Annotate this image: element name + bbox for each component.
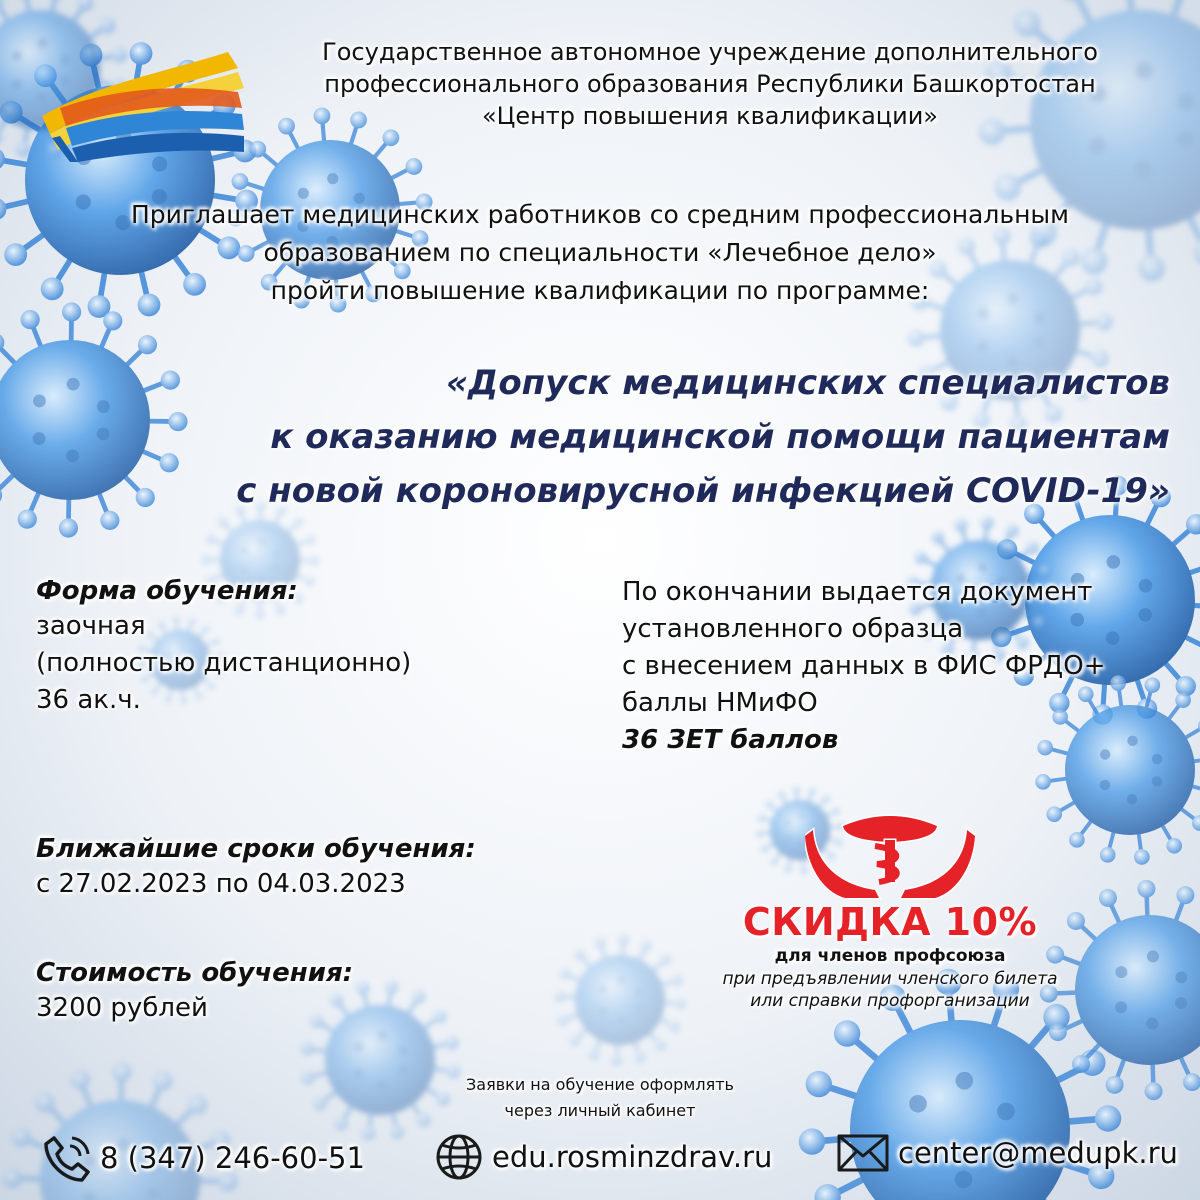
- dates-value: с 27.02.2023 по 04.03.2023: [36, 869, 406, 899]
- dates-title: Ближайшие сроки обучения:: [36, 834, 476, 864]
- study-form-line: 36 ак.ч.: [36, 685, 141, 715]
- program-title: [120, 356, 1170, 518]
- phone-number[interactable]: 8 (347) 246-60-51: [100, 1141, 365, 1175]
- contact-phone[interactable]: [40, 1132, 365, 1184]
- program-line: с новой короновирусной инфекцией COVID-19»: [236, 471, 1170, 511]
- invite-line: пройти повышение квалификации по программе:: [270, 276, 930, 305]
- discount-subtitle: для членов профсоюза: [774, 946, 1006, 966]
- contact-website[interactable]: [434, 1132, 772, 1182]
- org-line: Государственное автономное учреждение дополнительного: [322, 38, 1098, 66]
- cost-value: 3200 рублей: [36, 993, 208, 1023]
- globe-icon: [434, 1132, 484, 1182]
- apply-line: Заявки на обучение оформлять: [466, 1075, 734, 1094]
- apply-line: через личный кабинет: [504, 1101, 696, 1120]
- study-form-line: заочная: [36, 611, 146, 641]
- study-form-title: Форма обучения:: [36, 576, 298, 606]
- study-form-line: (полностью дистанционно): [36, 648, 412, 678]
- program-line: «Допуск медицинских специалистов: [445, 363, 1170, 403]
- certificate-line: По окончании выдается документ: [622, 577, 1093, 607]
- organization-name: [250, 36, 1170, 132]
- website-link[interactable]: edu.rosminzdrav.ru: [492, 1140, 773, 1174]
- certificate-points: 36 ЗЕТ баллов: [622, 725, 839, 755]
- discount-note-line: при предъявлении членского билета: [722, 969, 1058, 989]
- certificate-line: баллы НМиФО: [622, 688, 818, 718]
- institution-logo: [38, 44, 253, 164]
- discount-headline: СКИДКА 10%: [742, 900, 1038, 944]
- discount-note-line: или справки профорганизации: [750, 991, 1030, 1011]
- discount-badge: [660, 800, 1120, 1012]
- certificate-line: с внесением данных в ФИС ФРДО+: [622, 651, 1106, 681]
- certificate-block: [622, 574, 1182, 759]
- envelope-icon: [836, 1132, 890, 1174]
- email-link[interactable]: center@medupk.ru: [898, 1136, 1178, 1170]
- invite-line: образованием по специальности «Лечебное дело»: [263, 238, 937, 267]
- certificate-line: установленного образца: [622, 614, 964, 644]
- trade-union-emblem: [805, 800, 975, 900]
- cost-block: [36, 956, 596, 1027]
- org-line: профессионального образования Республики Башкортостан: [324, 70, 1096, 98]
- phone-icon: [40, 1132, 92, 1184]
- contact-email[interactable]: [836, 1132, 1178, 1174]
- application-note: [390, 1072, 810, 1124]
- invitation-text: [20, 196, 1180, 310]
- program-line: к оказанию медицинской помощи пациентам: [270, 417, 1170, 457]
- org-line: «Центр повышения квалификации»: [482, 102, 938, 130]
- study-form-block: [36, 574, 556, 719]
- cost-title: Стоимость обучения:: [36, 958, 354, 988]
- invite-line: Приглашает медицинских работников со средним профессиональным: [130, 200, 1070, 229]
- dates-block: [36, 832, 596, 903]
